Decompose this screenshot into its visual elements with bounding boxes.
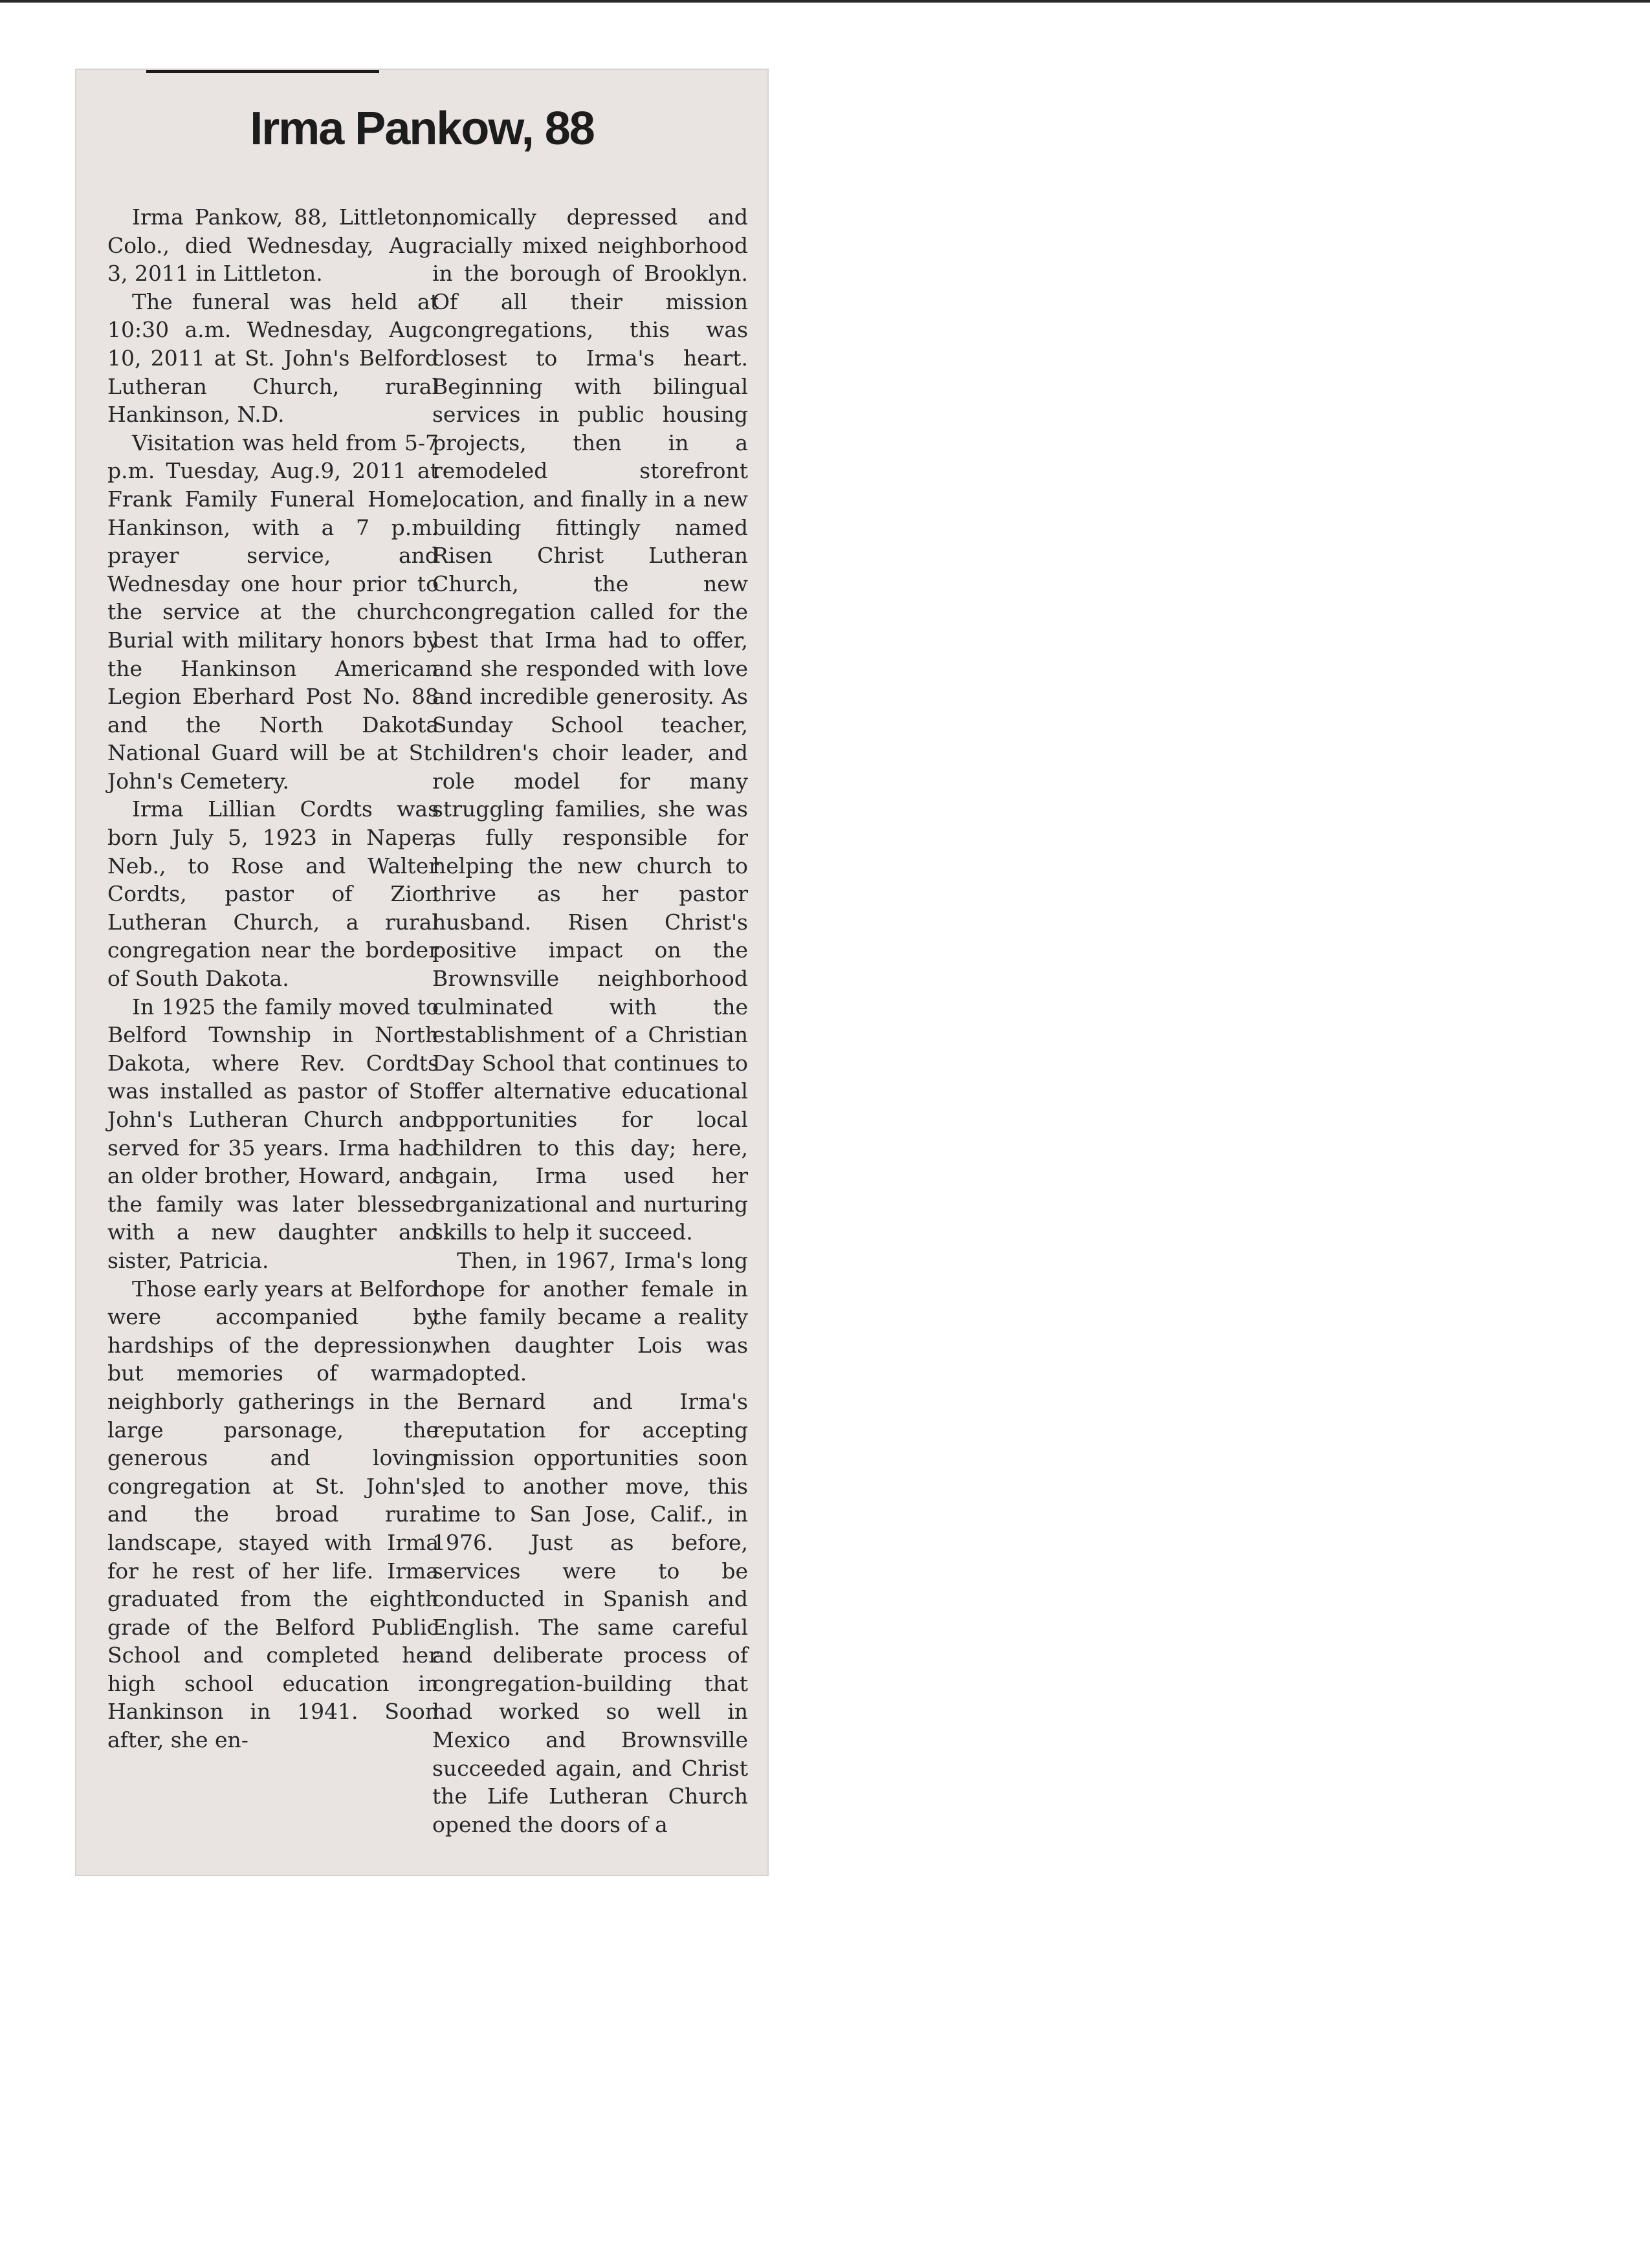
newspaper-clipping: [76, 70, 767, 1875]
paragraph: nomically depressed and racially mixed neighborhood in the borough of Brooklyn. Of all their mission congregations, this was closest to Irma's heart. Beginning with bilingual services in public housing projects, then in a remodeled storefront location, and finally in a new building fittingly named Risen Christ Lutheran Church, the new congregation called for the best that Irma had to offer, and she responded with love and incredible generosity. As Sunday School teacher, children's choir leader, and role model for many struggling families, she was as fully responsible for helping the new church to thrive as her pastor husband. Risen Christ's positive impact on the Brownsville neighborhood culminated with the establishment of a Christian Day School that continues to offer alternative educational opportunities for local children to this day; here, again, Irma used her organizational and nurturing skills to help it succeed.: [432, 204, 748, 1245]
right-column: [432, 203, 748, 1838]
obituary-headline: Irma Pankow, 88: [250, 103, 594, 155]
paragraph: Irma Pankow, 88, Littleton, Colo., died Wednesday, Aug. 3, 2011 in Littleton.: [107, 204, 439, 287]
paragraph: Bernard and Irma's reputation for accepting mission opportunities soon led to another move, this time to San Jose, Calif., in 1976. Just as before, services were to be conducted in Spanish and English. The same careful and deliberate process of congregation-building that had worked so well in Mexico and Brownsville succeeded again, and Christ the Life Lutheran Church opened the doors of a: [432, 1388, 748, 1837]
paragraph: The funeral was held at 10:30 a.m. Wednesday, Aug. 10, 2011 at St. John's Belford Lutheran Church, rural Hankinson, N.D.: [107, 289, 439, 428]
headline-rule: [146, 70, 379, 73]
left-column: [107, 203, 439, 1754]
paragraph: Visitation was held from 5-7 p.m. Tuesday, Aug.9, 2011 at Frank Family Funeral Home, Hankinson, with a 7 p.m. prayer service, and Wednesday one hour prior to the service at the church. Burial with military honors by the Hankinson American Legion Eberhard Post No. 88 and the North Dakota National Guard will be at St. John's Cemetery.: [107, 430, 439, 794]
paragraph: In 1925 the family moved to Belford Township in North Dakota, where Rev. Cordts was installed as pastor of St. John's Lutheran Church and served for 35 years. Irma had an older brother, Howard, and the family was later blessed with a new daughter and sister, Patricia.: [107, 994, 439, 1273]
scan-top-edge: [0, 0, 1650, 3]
paragraph: Those early years at Belford were accompanied by hardships of the depression, but memories of warm, neighborly gatherings in the large parsonage, the generous and loving congregation at St. John's, and the broad rural landscape, stayed with Irma for he rest of her life. Irma graduated from the eighth grade of the Belford Public School and completed her high school education in Hankinson in 1941. Soon after, she en-: [107, 1276, 439, 1753]
paragraph: Then, in 1967, Irma's long hope for another female in the family became a reality when daughter Lois was adopted.: [432, 1247, 748, 1386]
paragraph: Irma Lillian Cordts was born July 5, 1923 in Naper, Neb., to Rose and Walter Cordts, pastor of Zion Lutheran Church, a rural congregation near the border of South Dakota.: [107, 796, 439, 992]
